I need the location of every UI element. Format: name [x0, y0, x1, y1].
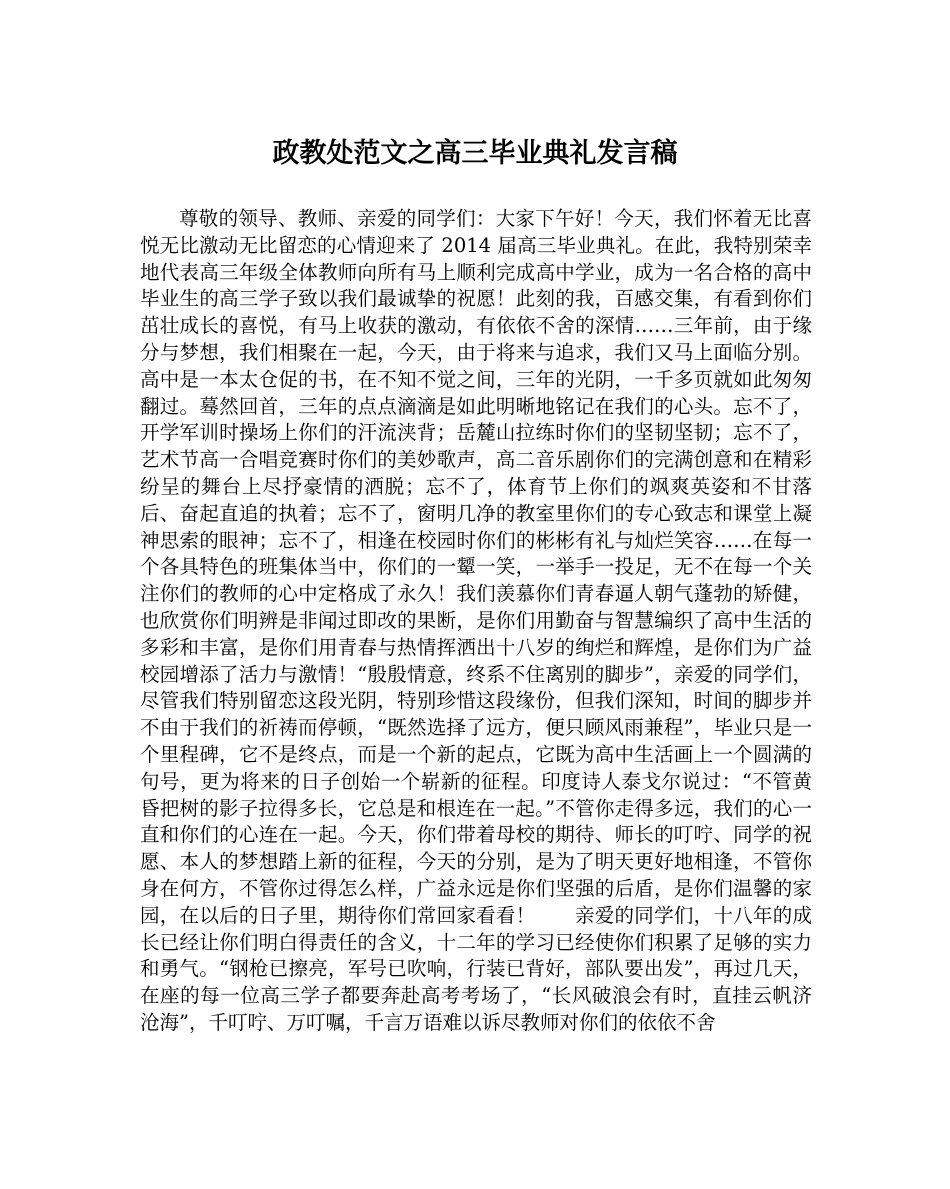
page-title: 政教处范文之高三毕业典礼发言稿 — [272, 138, 678, 169]
body-paragraph: 尊敬的领导、教师、亲爱的同学们：大家下午好！今天，我们怀着无比喜悦无比激动无比留恋的心情迎来了 2014 届高三毕业典礼。在此，我特别荣幸地代表高三年级全体教师向所有马上顺利完成高中学业，成为一名合格的高中毕业生的高三学子致以我们最诚挚的祝愿！此刻的我，百感交集，有看到你们茁壮成长的喜悦，有马上收获的激动，有依依不舍的深情……三年前，由于缘分与梦想，我们相聚在一起，今天，由于将来与追求，我们又马上面临分别。高中是一本太仓促的书，在不知不觉之间，三年的光阴，一千多页就如此匆匆翻过。蓦然回首，三年的点点滴滴是如此明晰地铭记在我们的心头。忘不了，开学军训时操场上你们的汗流浃背；岳麓山拉练时你们的坚韧坚韧；忘不了，艺术节高一合唱竞赛时你们的美妙歌声，高二音乐剧你们的完满创意和在精彩纷呈的舞台上尽抒豪情的洒脱；忘不了，体育节上你们的飒爽英姿和不甘落后、奋起直追的执着；忘不了，窗明几净的教室里你们的专心致志和课堂上凝神思索的眼神；忘不了，相逢在校园时你们的彬彬有礼与灿烂笑容……在每一个各具特色的班集体当中，你们的一颦一笑，一举手一投足，无不在每一个关注你们的教师的心中定格成了永久！我们羡慕你们青春逼人朝气蓬勃的矫健，也欣赏你们明辨是非闻过即改的果断，是你们用勤奋与智慧编织了高中生活的多彩和丰富，是你们用青春与热情挥洒出十八岁的绚烂和辉煌，是你们为广益校园增添了活力与激情！“殷殷情意，终系不住离别的脚步”，亲爱的同学们，尽管我们特别留恋这段光阴，特别珍惜这段缘份，但我们深知，时间的脚步并不由于我们的祈祷而停顿，“既然选择了远方，便只顾风雨兼程”，毕业只是一个里程碑，它不是终点，而是一个新的起点，它既为高中生活画上一个圆满的句号，更为将来的日子创始一个崭新的征程。印度诗人泰戈尔说过：“不管黄昏把树的影子拉得多长，它总是和根连在一起。”不管你走得多远，我们的心一直和你们的心连在一起。今天，你们带着母校的期待、师长的叮咛、同学的祝愿、本人的梦想踏上新的征程，今天的分别，是为了明天更好地相逢，不管你身在何方，不管你过得怎么样，广益永远是你们坚强的后盾，是你们温馨的家园，在以后的日子里，期待你们常回家看看！ 亲爱的同学们，十八年的成长已经让你们明白得责任的含义，十二年的学习已经使你们积累了足够的实力和勇气。“钢枪已擦亮，军号已吹响，行装已背好，部队要出发”，再过几天，在座的每一位高三学子都要奔赴高考考场了，“长风破浪会有时，直挂云帆济沧海”，千叮咛、万叮嘱，千言万语难以诉尽教师对你们的依依不舍 — [140, 207, 812, 1034]
